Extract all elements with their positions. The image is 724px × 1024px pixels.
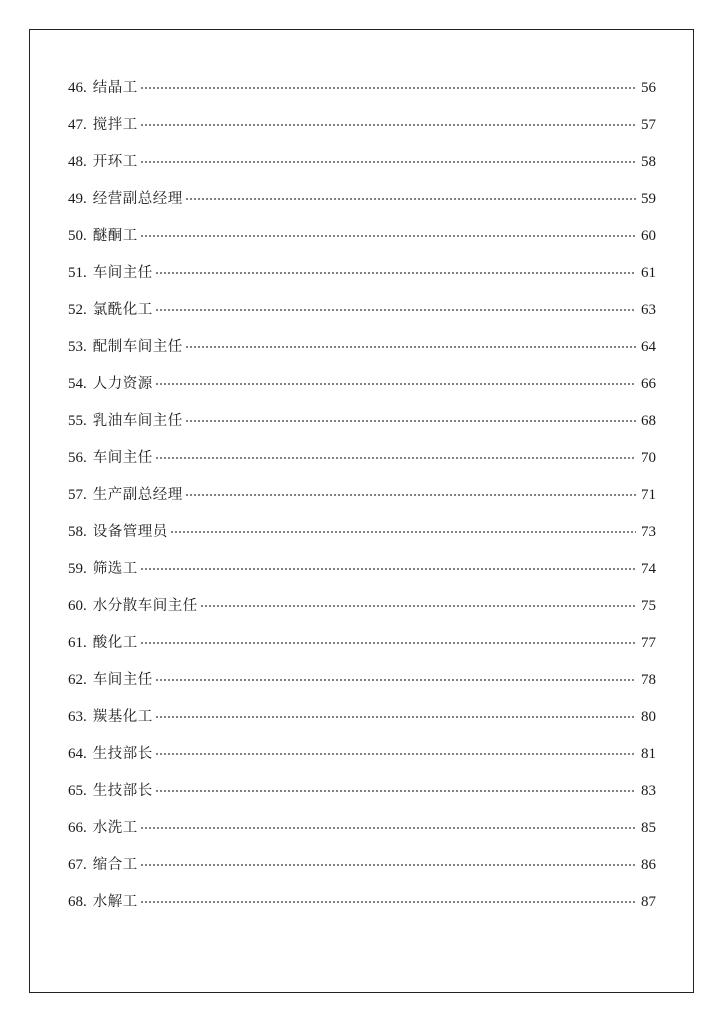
- toc-entry-title: 醚酮工: [92, 228, 138, 244]
- toc-entry-title: 经营副总经理: [92, 191, 183, 207]
- toc-entry[interactable]: [68, 299, 656, 336]
- toc-dot-leader: [170, 531, 636, 533]
- toc-entry-number: 60.: [68, 598, 87, 614]
- toc-entry-title: 乳油车间主任: [92, 413, 183, 429]
- toc-entry[interactable]: [68, 410, 656, 447]
- toc-entry[interactable]: [68, 632, 656, 669]
- toc-entry[interactable]: [68, 558, 656, 595]
- toc-entry-page: 86: [641, 857, 656, 873]
- toc-entry-title: 搅拌工: [92, 117, 138, 133]
- toc-entry-title: 生产副总经理: [92, 487, 183, 503]
- toc-entry-title: 车间主任: [92, 450, 153, 466]
- toc-entry-page: 71: [641, 487, 656, 503]
- toc-entry[interactable]: [68, 595, 656, 632]
- toc-dot-leader: [140, 642, 636, 644]
- toc-entry-number: 50.: [68, 228, 87, 244]
- toc-dot-leader: [140, 161, 636, 163]
- toc-dot-leader: [140, 864, 636, 866]
- toc-entry-title: 缩合工: [92, 857, 138, 873]
- toc-dot-leader: [140, 901, 636, 903]
- toc-entry-number: 62.: [68, 672, 87, 688]
- toc-entry-page: 83: [641, 783, 656, 799]
- toc-dot-leader: [185, 420, 636, 422]
- toc-entry-title: 结晶工: [92, 80, 138, 96]
- toc-entry-page: 80: [641, 709, 656, 725]
- toc-entry-page: 56: [641, 80, 656, 96]
- toc-entry-number: 61.: [68, 635, 87, 651]
- toc-entry-number: 65.: [68, 783, 87, 799]
- toc-entry[interactable]: [68, 225, 656, 262]
- toc-entry[interactable]: [68, 447, 656, 484]
- toc-dot-leader: [140, 124, 636, 126]
- toc-dot-leader: [155, 753, 636, 755]
- toc-entry-number: 53.: [68, 339, 87, 355]
- toc-entry[interactable]: [68, 669, 656, 706]
- toc-dot-leader: [155, 716, 636, 718]
- toc-entry-number: 57.: [68, 487, 87, 503]
- toc-entry-number: 59.: [68, 561, 87, 577]
- toc-entry[interactable]: [68, 151, 656, 188]
- toc-entry-page: 78: [641, 672, 656, 688]
- toc-entry-title: 羰基化工: [92, 709, 153, 725]
- toc-entry-page: 74: [641, 561, 656, 577]
- toc-entry-page: 73: [641, 524, 656, 540]
- toc-entry[interactable]: [68, 521, 656, 558]
- toc-entry-title: 水解工: [92, 894, 138, 910]
- toc-entry-number: 66.: [68, 820, 87, 836]
- toc-entry[interactable]: [68, 817, 656, 854]
- toc-dot-leader: [155, 790, 636, 792]
- toc-dot-leader: [185, 346, 636, 348]
- toc-entry-title: 车间主任: [92, 265, 153, 281]
- toc-entry-title: 配制车间主任: [92, 339, 183, 355]
- toc-entry-number: 64.: [68, 746, 87, 762]
- toc-entry[interactable]: [68, 262, 656, 299]
- toc-entry-title: 氯酰化工: [92, 302, 153, 318]
- toc-dot-leader: [155, 383, 636, 385]
- toc-entry-page: 81: [641, 746, 656, 762]
- toc-entry[interactable]: [68, 743, 656, 780]
- toc-entry-page: 66: [641, 376, 656, 392]
- toc-entry-page: 64: [641, 339, 656, 355]
- toc-entry-number: 47.: [68, 117, 87, 133]
- toc-dot-leader: [155, 309, 636, 311]
- toc-entry-title: 人力资源: [92, 376, 153, 392]
- toc-entry-page: 63: [641, 302, 656, 318]
- toc-entry[interactable]: [68, 780, 656, 817]
- toc-entry-page: 68: [641, 413, 656, 429]
- toc-entry-title: 水洗工: [92, 820, 138, 836]
- toc-dot-leader: [140, 568, 636, 570]
- toc-entry-page: 77: [641, 635, 656, 651]
- toc-entry[interactable]: [68, 854, 656, 891]
- toc-entry-number: 68.: [68, 894, 87, 910]
- toc-entry-page: 87: [641, 894, 656, 910]
- toc-entry-number: 51.: [68, 265, 87, 281]
- toc-dot-leader: [185, 198, 636, 200]
- toc-entry-title: 筛选工: [92, 561, 138, 577]
- toc-entry[interactable]: [68, 188, 656, 225]
- toc-entry-number: 49.: [68, 191, 87, 207]
- toc-entry-title: 设备管理员: [92, 524, 168, 540]
- toc-entry-page: 58: [641, 154, 656, 170]
- toc-entry[interactable]: [68, 114, 656, 151]
- toc-entry-page: 60: [641, 228, 656, 244]
- toc-entry[interactable]: [68, 891, 656, 928]
- toc-entry-number: 48.: [68, 154, 87, 170]
- toc-entry-title: 生技部长: [92, 783, 153, 799]
- toc-entry-number: 54.: [68, 376, 87, 392]
- toc-dot-leader: [155, 272, 636, 274]
- toc-entry-title: 车间主任: [92, 672, 153, 688]
- toc-entry-title: 开环工: [92, 154, 138, 170]
- toc-entry-title: 酸化工: [92, 635, 138, 651]
- toc-entry-page: 59: [641, 191, 656, 207]
- toc-dot-leader: [140, 235, 636, 237]
- toc-entry-page: 61: [641, 265, 656, 281]
- toc-dot-leader: [155, 679, 636, 681]
- toc-entry[interactable]: [68, 336, 656, 373]
- toc-entry-number: 56.: [68, 450, 87, 466]
- toc-entry-page: 75: [641, 598, 656, 614]
- toc-entry[interactable]: [68, 373, 656, 410]
- toc-entry[interactable]: [68, 484, 656, 521]
- toc-dot-leader: [140, 827, 636, 829]
- toc-dot-leader: [185, 494, 636, 496]
- toc-entry-number: 46.: [68, 80, 87, 96]
- toc-entry-number: 52.: [68, 302, 87, 318]
- toc-entry-title: 水分散车间主任: [92, 598, 198, 614]
- toc-entry[interactable]: [68, 77, 656, 114]
- toc-entry-number: 67.: [68, 857, 87, 873]
- toc-entry[interactable]: [68, 706, 656, 743]
- toc-entry-number: 55.: [68, 413, 87, 429]
- toc-dot-leader: [200, 605, 636, 607]
- toc-entry-page: 85: [641, 820, 656, 836]
- toc-entry-page: 70: [641, 450, 656, 466]
- toc-dot-leader: [140, 87, 636, 89]
- toc-entry-title: 生技部长: [92, 746, 153, 762]
- toc-entry-number: 63.: [68, 709, 87, 725]
- table-of-contents: [68, 77, 656, 928]
- toc-entry-page: 57: [641, 117, 656, 133]
- toc-entry-number: 58.: [68, 524, 87, 540]
- toc-dot-leader: [155, 457, 636, 459]
